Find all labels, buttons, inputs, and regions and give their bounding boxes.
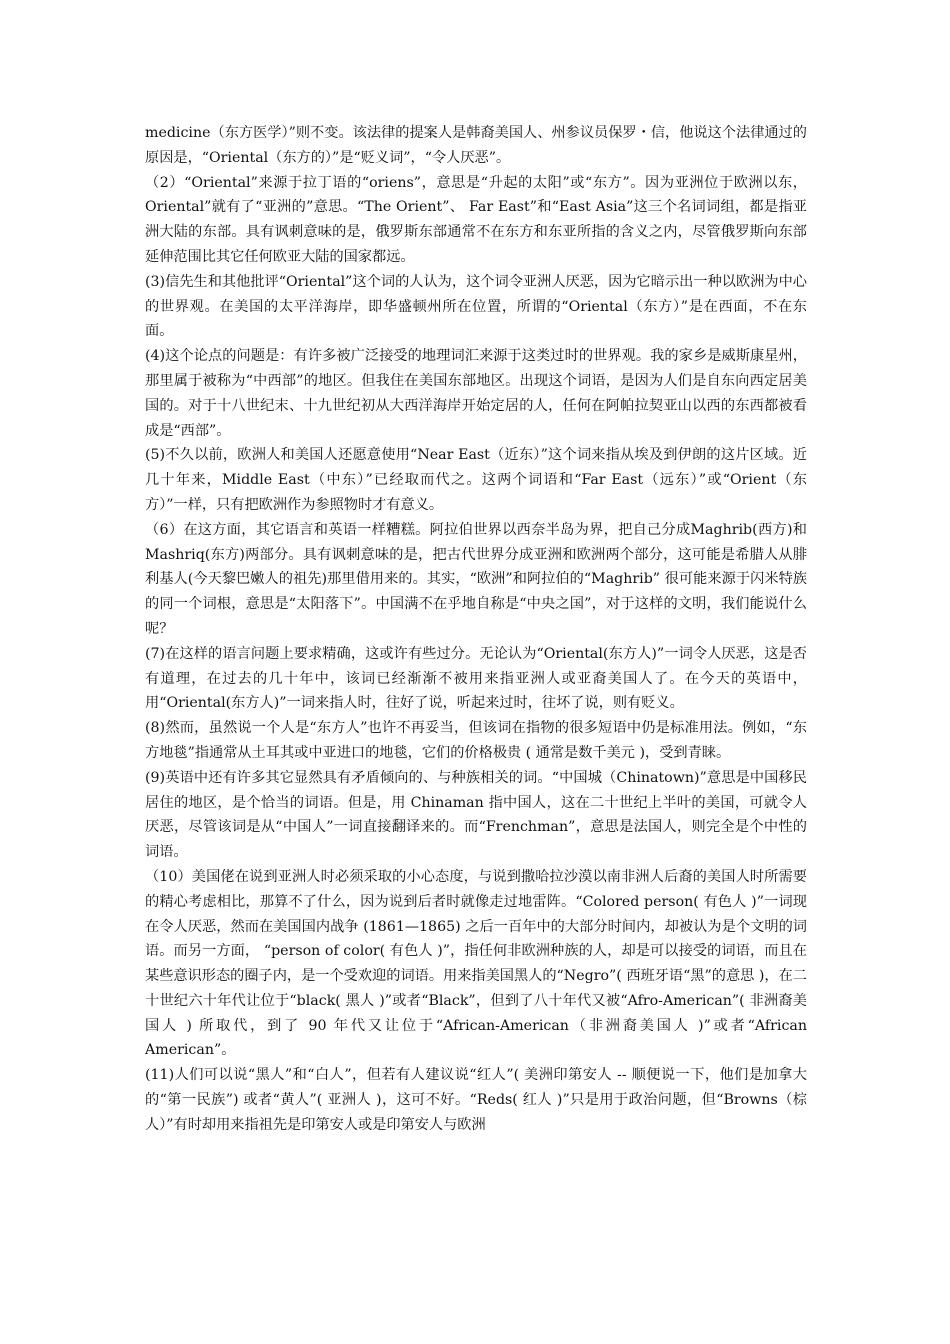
paragraph-continued: medicine（东方医学）”则不变。该法律的提案人是韩裔美国人、州参议员保罗・信，他说这个法律通过的原因是，“Oriental（东方的）”是“贬义词”，“令人厌恶”。 xyxy=(145,125,807,166)
paragraph-3: (3)信先生和其他批评“Oriental”这个词的人认为，这个词令亚洲人厌恶，因为它暗示出一种以欧洲为中心的世界观。在美国的太平洋海岸，即华盛顿州所在位置，所谓的“Oriental（东方）”是在西面，不在东面。 xyxy=(145,273,807,340)
paragraph-6: （6）在这方面，其它语言和英语一样糟糕。阿拉伯世界以西奈半岛为界，把自己分成Maghrib(西方)和 Mashriq(东方)两部分。具有讽刺意味的是，把古代世界分成亚洲和欧洲两个部分，这可能是希腊人从腓利基人(今天黎巴嫩人的祖先)那里借用来的。其实，“欧洲”和阿拉伯的“Maghrib” 很可能来源于闪米特族的同一个词根，意思是“太阳落下”。中国满不在乎地自称是“中央之国”，对于这样的文明，我们能说什么呢？ xyxy=(145,521,807,637)
paragraph-2: （2）“Oriental”来源于拉丁语的“oriens”，意思是“升起的太阳”或“东方”。因为亚洲位于欧洲以东， Oriental”就有了“亚洲的”意思。“The Orient”、 Far East”和“East Asia”这三个名词词组，都是指亚洲大陆的东部。具有讽刺意味的是，俄罗斯东部通常不在东方和东亚所指的含义之内，尽管俄罗斯向东部延伸范围比其它任何欧亚大陆的国家都远。 xyxy=(145,174,807,265)
paragraph-8: (8)然而，虽然说一个人是“东方人”也许不再妥当，但该词在指物的很多短语中仍是标准用法。例如，“东方地毯”指通常从土耳其或中亚进口的地毯，它们的价格极贵 ( 通常是数千美元 )，受到青睐。 xyxy=(145,720,807,761)
paragraph-9: (9)英语中还有许多其它显然具有矛盾倾向的、与种族相关的词。“中国城（Chinatown)”意思是中国移民居住的地区，是个恰当的词语。但是，用 Chinaman 指中国人，这在二十世纪上半叶的美国，可就令人厌恶，尽管该词是从“中国人”一词直接翻译来的。而“Frenchman”，意思是法国人，则完全是个中性的词语。 xyxy=(145,769,807,861)
paragraph-10: （10）美国佬在说到亚洲人时必须采取的小心态度，与说到撒哈拉沙漠以南非洲人后裔的美国人时所需要的精心考虑相比，那算不了什么，因为说到后者时就像走过地雷阵。“Colored person( 有色人 )”一词现在令人厌恶，然而在美国国内战争 (1861—1865) 之后一百年中的大部分时间内，却被认为是个文明的词语。而另一方面， “person of color( 有色人 )”，指任何非欧洲种族的人，却是可以接受的词语，而且在某些意识形态的圈子内，是一个受欢迎的词语。用来指美国黑人的“Negro”( 西班牙语“黑”的意思 )，在二十世纪六十年代让位于“black( 黑人 )”或者“Black”，但到了八十年代又被“Afro-American”( 非洲裔美国人 ) 所取代，到了 90 年代又让位于“African-American（非洲裔美国人 )”或者“African American”。 xyxy=(145,868,807,1059)
paragraph-4: (4)这个论点的问题是：有许多被广泛接受的地理词汇来源于这类过时的世界观。我的家乡是威斯康星州，那里属于被称为“中西部”的地区。但我住在美国东部地区。出现这个词语，是因为人们是自东向西定居美国的。对于十八世纪末、十九世纪初从大西洋海岸开始定居的人，任何在阿帕拉契亚山以西的东西都被看成是“西部”。 xyxy=(145,348,807,439)
paragraph-7: (7)在这样的语言问题上要求精确，这或许有些过分。无论认为“Oriental(东方人)”一词令人厌恶，这是否有道理，在过去的几十年中，该词已经渐渐不被用来指亚洲人或亚裔美国人了。在今天的英语中，用“Oriental(东方人)”一词来指人时，往好了说，听起来过时，往坏了说，则有贬义。 xyxy=(145,645,807,712)
paragraph-11: (11)人们可以说“黑人”和“白人”，但若有人建议说“红人”( 美洲印第安人 -- 顺便说一下，他们是加拿大的“第一民族”) 或者“黄人”( 亚洲人 )，这可不好。“Reds( 红人 )”只是用于政治问题，但“Browns（棕人）”有时却用来指祖先是印第安人或是印第安人与欧洲 xyxy=(145,1067,807,1133)
paragraph-5: (5)不久以前，欧洲人和美国人还愿意使用“Near East（近东）”这个词来指从埃及到伊朗的这片区域。近几十年来，Middle East（中东）”已经取而代之。这两个词语和“Far East（远东）”或“Orient（东方）”一样，只有把欧洲作为参照物时才有意义。 xyxy=(145,447,807,513)
document-body xyxy=(145,121,807,1138)
